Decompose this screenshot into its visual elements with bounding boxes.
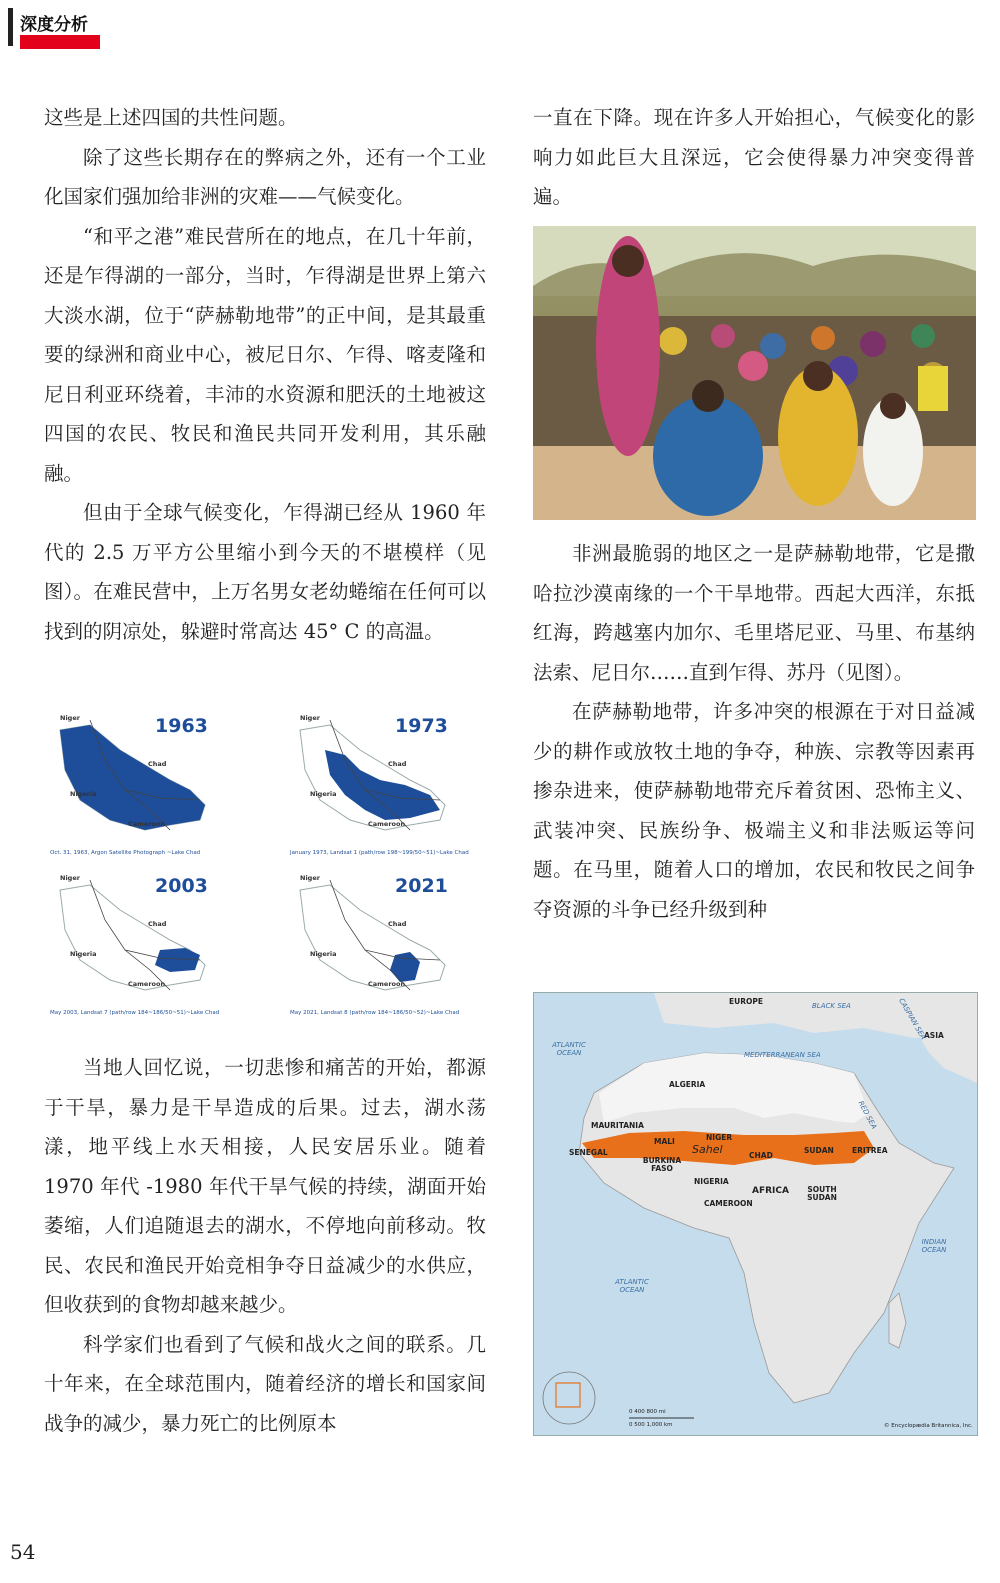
label-cameroon: CAMEROON	[704, 1199, 753, 1208]
paragraph: 当地人回忆说，一切悲惨和痛苦的开始，都源于干旱，暴力是干旱造成的后果。过去，湖水荡漾，地平线上水天相接，人民安居乐业。随着 1970 年代 -1980 年代干旱气候的持续，湖面开始萎缩，人们追随退去的湖水，不停地向前移动。牧民、农民和渔民开始竞相争夺日益减少的水供应，但收获到的食物却越来越少。	[44, 1056, 486, 1316]
refugee-photo	[533, 226, 976, 520]
label-niger: NIGER	[706, 1133, 733, 1142]
label-mali: MALI	[654, 1137, 675, 1146]
lake-label-cameroon: Cameroon	[128, 820, 166, 828]
scale-top: 0 400 800 mi	[629, 1409, 666, 1415]
lake-label-niger: Niger	[300, 714, 320, 722]
lake-label-cameroon: Cameroon	[128, 980, 166, 988]
paragraph: 除了这些长期存在的弊病之外，还有一个工业化国家们强加给非洲的灾难——气候变化。	[44, 145, 486, 208]
label-asia: ASIA	[924, 1031, 944, 1040]
label-red-sea: RED SEA	[856, 1099, 878, 1131]
paragraph: 非洲最脆弱的地区之一是萨赫勒地带，它是撒哈拉沙漠南缘的一个干旱地带。西起大西洋，东抵红海，跨越塞内加尔、毛里塔尼亚、马里、布基纳法索、尼日尔……直到乍得、苏丹（见图）。	[533, 542, 975, 684]
panel-caption: May 2021, Landsat 8 (path/row 184~186/50~52)~Lake Chad	[290, 1010, 460, 1016]
panel-year: 2021	[395, 875, 448, 897]
scale-bottom: 0 500 1,000 km	[629, 1422, 673, 1428]
lake-label-chad: Chad	[148, 760, 167, 768]
left-column-top	[44, 98, 486, 651]
label-sudan: SUDAN	[804, 1146, 834, 1155]
panel-year: 1973	[395, 715, 448, 737]
madagascar-land	[889, 1293, 906, 1348]
panel-year: 1963	[155, 715, 208, 737]
label-black-sea: BLACK SEA	[812, 1002, 851, 1010]
lake-label-chad: Chad	[148, 920, 167, 928]
lake-label-cameroon: Cameroon	[368, 820, 406, 828]
refugee-photo-illustration	[533, 226, 976, 520]
lake-label-niger: Niger	[300, 874, 320, 882]
lake-label-chad: Chad	[388, 920, 407, 928]
panel-year: 2003	[155, 875, 208, 897]
lake-historic-boundary	[300, 885, 445, 990]
header-red-underline	[20, 35, 100, 49]
label-atlantic-north: ATLANTIC OCEAN	[552, 1041, 586, 1057]
label-south-sudan: SOUTH SUDAN	[807, 1185, 837, 1202]
lake-panel-2003	[50, 870, 265, 1030]
label-senegal: SENEGAL	[569, 1148, 608, 1157]
label-sahel: Sahel	[692, 1143, 723, 1156]
paragraph: 但由于全球气候变化，乍得湖已经从 1960 年代的 2.5 万平方公里缩小到今天的不堪模样（见图）。在难民营中，上万名男女老幼蜷缩在任何可以找到的阴凉处，躲避时常高达 45° C 的高温。	[44, 501, 486, 643]
left-column-bottom	[44, 1048, 486, 1443]
label-caspian-sea: CASPIAN SEA	[897, 996, 928, 1042]
label-chad: CHAD	[749, 1151, 773, 1160]
label-indian-ocean: INDIAN OCEAN	[921, 1238, 947, 1254]
panel-caption: May 2003, Landsat 7 (path/row 184~186/50~51)~Lake Chad	[50, 1010, 220, 1016]
sahel-map	[533, 992, 978, 1436]
lake-label-nigeria: Nigeria	[70, 950, 97, 958]
lake-label-chad: Chad	[388, 760, 407, 768]
header-bar	[8, 8, 13, 46]
paragraph: 一直在下降。现在许多人开始担心，气候变化的影响力如此巨大且深远，它会使得暴力冲突变得普遍。	[533, 106, 975, 208]
lake-label-nigeria: Nigeria	[310, 950, 337, 958]
paragraph: 这些是上述四国的共性问题。	[44, 106, 298, 129]
locator-globe	[543, 1372, 595, 1424]
label-europe: EUROPE	[729, 997, 763, 1006]
label-eritrea: ERITREA	[852, 1146, 888, 1155]
label-nigeria: NIGERIA	[694, 1177, 729, 1186]
paragraph: 在萨赫勒地带，许多冲突的根源在于对日益减少的耕作或放牧土地的争夺，种族、宗教等因素再掺杂进来，使萨赫勒地带充斥着贫困、恐怖主义、武装冲突、民族纷争、极端主义和非法贩运等问题。在马里，随着人口的增加，农民和牧民之间争夺资源的斗争已经升级到种	[533, 700, 975, 921]
africa-map-shapes	[534, 993, 977, 1435]
label-mediterranean: MEDITERRANEAN SEA	[744, 1051, 821, 1059]
paragraph: 科学家们也看到了气候和战火之间的联系。几十年来，在全球范围内，随着经济的增长和国家间战争的减少，暴力死亡的比例原本	[44, 1332, 486, 1435]
lake-historic-boundary	[60, 885, 205, 990]
section-title: 深度分析	[20, 15, 88, 35]
lake-panel-1973	[290, 710, 505, 870]
paragraph: “和平之港”难民营所在的地点，在几十年前，还是乍得湖的一部分，当时，乍得湖是世界上第六大淡水湖，位于“萨赫勒地带”的正中间，是其最重要的绿洲和商业中心，被尼日尔、乍得、喀麦隆和尼日利亚环绕着，丰沛的水资源和肥沃的土地被这四国的农民、牧民和渔民共同开发利用，其乐融融。	[44, 224, 486, 485]
right-column-middle	[533, 534, 975, 929]
label-africa: AFRICA	[752, 1186, 789, 1196]
map-credit: © Encyclopædia Britannica, Inc.	[884, 1423, 973, 1429]
lake-water-1963	[60, 725, 205, 830]
label-atlantic-south: ATLANTIC OCEAN	[615, 1278, 649, 1294]
label-burkina-faso: BURKINA FASO	[642, 1156, 682, 1173]
label-algeria: ALGERIA	[669, 1080, 706, 1089]
panel-caption: Oct. 31, 1963, Argon Satellite Photograph ~Lake Chad	[50, 850, 201, 856]
page-number: 54	[10, 1540, 36, 1564]
lake-label-niger: Niger	[60, 874, 80, 882]
label-mauritania: MAURITANIA	[591, 1121, 644, 1130]
lake-label-nigeria: Nigeria	[70, 790, 97, 798]
lake-label-cameroon: Cameroon	[368, 980, 406, 988]
right-column-top	[533, 98, 975, 217]
lake-panel-2021	[290, 870, 505, 1030]
panel-caption: January 1973, Landsat 1 (path/row 198~199/50~51)~Lake Chad	[290, 850, 469, 856]
lake-label-niger: Niger	[60, 714, 80, 722]
lake-water-1973	[325, 750, 440, 820]
lake-panel-1963	[50, 710, 265, 870]
lake-label-nigeria: Nigeria	[310, 790, 337, 798]
